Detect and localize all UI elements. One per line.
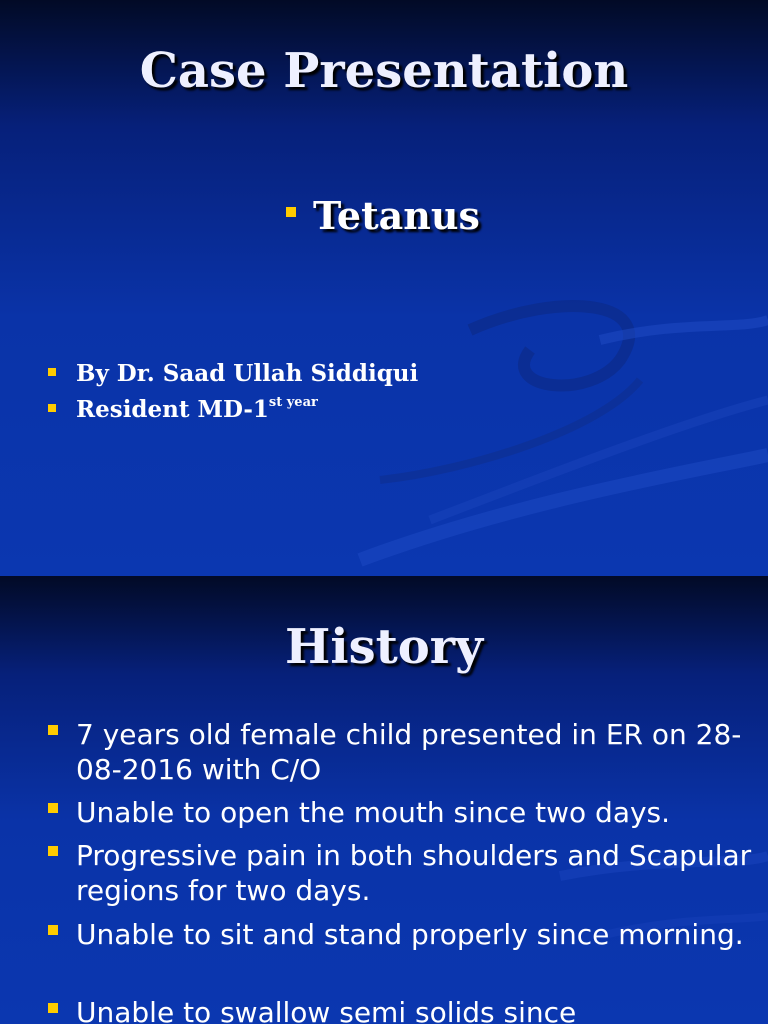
bullet-square-icon bbox=[48, 803, 58, 813]
author-name bbox=[76, 360, 418, 387]
history-item: Unable to sit and stand properly since morning. bbox=[76, 918, 744, 951]
bullet-square-icon bbox=[48, 404, 56, 412]
history-item: 7 years old female child presented in ER on 28-08-2016 with C/O bbox=[76, 718, 742, 786]
bullet-square-icon bbox=[48, 725, 58, 735]
bullet-square-icon bbox=[48, 846, 58, 856]
slide-title: Case Presentation bbox=[139, 43, 629, 99]
history-item: Unable to open the mouth since two days. bbox=[76, 796, 671, 829]
bullet-square-icon bbox=[48, 1003, 58, 1013]
bullet-square-icon bbox=[286, 207, 296, 217]
author-role bbox=[76, 396, 318, 423]
history-item: Unable to swallow semi solids since bbox=[76, 996, 577, 1024]
history-item: Progressive pain in both shoulders and Scapular regions for two days. bbox=[76, 839, 752, 907]
bullet-square-icon bbox=[48, 368, 56, 376]
topic-text: Tetanus bbox=[313, 193, 480, 238]
author-name-text: By Dr. Saad Ullah Siddiqui bbox=[76, 360, 419, 387]
author-role-superscript: st year bbox=[268, 395, 318, 411]
author-role-text: Resident MD-1 bbox=[76, 396, 269, 423]
bullet-square-icon bbox=[48, 925, 58, 935]
slide-title: History bbox=[285, 619, 483, 675]
